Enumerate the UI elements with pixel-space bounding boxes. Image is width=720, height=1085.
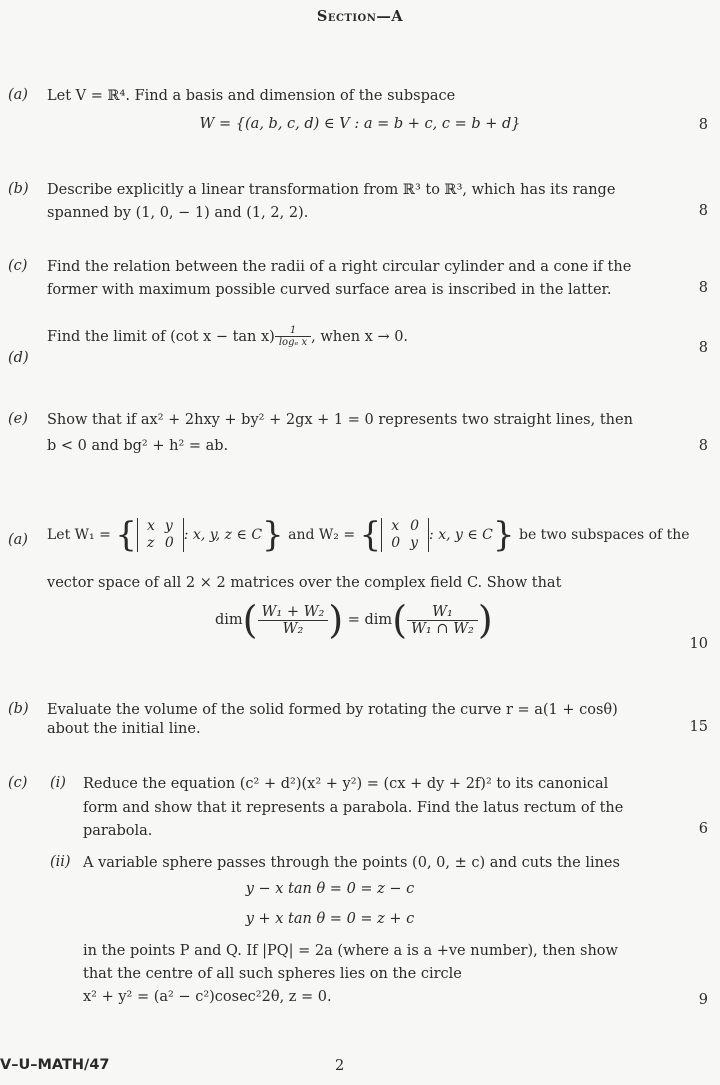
q2cii-line3: that the centre of all such spheres lies on the circle bbox=[83, 966, 462, 982]
right-brace: } bbox=[492, 515, 515, 555]
q1d-label: (d) bbox=[8, 350, 29, 366]
q2b-marks: 15 bbox=[689, 719, 708, 735]
paren: ) bbox=[328, 598, 344, 642]
q1e-marks: 8 bbox=[698, 438, 708, 454]
m1-cell: 0 bbox=[164, 535, 174, 551]
q2ci-line2: form and show that it represents a parabola. Find the latus rectum of the bbox=[83, 800, 624, 816]
frac-1-den: W₂ bbox=[282, 620, 304, 637]
q2a-label: (a) bbox=[8, 532, 28, 548]
q2a-cond2: : x, y ∈ C bbox=[429, 527, 493, 543]
m2-cell: y bbox=[410, 535, 419, 551]
q1c-line2: former with maximum possible curved surface area is inscribed in the latter. bbox=[47, 282, 612, 298]
q2ci-line1: Reduce the equation (c² + d²)(x² + y²) = (cx + dy + 2f)² to its canonical bbox=[83, 776, 609, 792]
m1-cell: z bbox=[146, 535, 155, 551]
q2a-marks: 10 bbox=[689, 636, 708, 652]
footer-code: V–U–MATH/47 bbox=[0, 1057, 110, 1073]
q1c-label: (c) bbox=[8, 258, 28, 274]
page-number: 2 bbox=[335, 1058, 345, 1074]
q2cii-eq2: y + x tan θ = 0 = z + c bbox=[245, 911, 415, 927]
m2-cell: 0 bbox=[391, 535, 401, 551]
m1-cell: y bbox=[164, 518, 173, 534]
equals-sign: = bbox=[347, 612, 360, 628]
q2a-dim-equation bbox=[215, 598, 493, 642]
q1c-marks: 8 bbox=[698, 280, 708, 296]
q2cii-line4: x² + y² = (a² − c²)cosec²2θ, z = 0. bbox=[83, 989, 332, 1005]
q2a-cond1: : x, y, z ∈ C bbox=[183, 527, 263, 543]
m2-cell: 0 bbox=[410, 518, 420, 534]
frac-2-num: W₁ bbox=[407, 604, 478, 621]
m1-cell: x bbox=[146, 518, 155, 534]
frac-2 bbox=[407, 604, 478, 637]
q1d-exponent bbox=[275, 325, 311, 348]
q2ci-label: (i) bbox=[50, 775, 66, 791]
m2-cell: x bbox=[391, 518, 400, 534]
q2cii-label: (ii) bbox=[50, 854, 71, 870]
q1d-exp-den: logₑ x bbox=[278, 337, 308, 348]
left-brace: { bbox=[359, 515, 382, 555]
q1e-label: (e) bbox=[8, 411, 28, 427]
q1d-text bbox=[47, 325, 408, 348]
q1b-line2: spanned by (1, 0, − 1) and (1, 2, 2). bbox=[47, 205, 309, 221]
q2a-tail: be two subspaces of the bbox=[518, 527, 690, 543]
paren: ) bbox=[477, 598, 493, 642]
q2a-and: and W₂ = bbox=[288, 527, 356, 543]
q2cii-marks: 9 bbox=[698, 992, 708, 1008]
q2a-let: Let W₁ = bbox=[47, 527, 111, 543]
q2a-line1 bbox=[47, 515, 690, 555]
frac-1-num: W₁ + W₂ bbox=[258, 604, 329, 621]
q1d-prefix: Find the limit of (cot x − tan x) bbox=[47, 329, 275, 345]
q2a-line2: vector space of all 2 × 2 matrices over the complex field C. Show that bbox=[47, 575, 562, 591]
matrix-w2 bbox=[381, 518, 429, 552]
paren: ( bbox=[392, 598, 408, 642]
q2ci-line3: parabola. bbox=[83, 823, 153, 839]
q2b-line1: Evaluate the volume of the solid formed by rotating the curve r = a(1 + cosθ) bbox=[47, 702, 618, 718]
dim-label: dim bbox=[215, 612, 243, 628]
q2ci-marks: 6 bbox=[698, 821, 708, 837]
dim-label: dim bbox=[364, 612, 393, 628]
q1e-line2: b < 0 and bg² + h² = ab. bbox=[47, 438, 229, 454]
right-brace: } bbox=[262, 515, 284, 555]
q2cii-eq1: y − x tan θ = 0 = z − c bbox=[245, 881, 415, 897]
section-heading: Section—A bbox=[316, 8, 404, 25]
q2c-label: (c) bbox=[8, 775, 28, 791]
q2b-line2: about the initial line. bbox=[47, 721, 201, 737]
q2cii-line1: A variable sphere passes through the points (0, 0, ± c) and cuts the lines bbox=[83, 855, 620, 871]
matrix-w1 bbox=[137, 518, 184, 552]
paren: ( bbox=[242, 598, 258, 642]
q1a-label: (a) bbox=[8, 87, 28, 103]
q1b-line1: Describe explicitly a linear transformation from ℝ³ to ℝ³, which has its range bbox=[47, 182, 616, 198]
q1e-line1: Show that if ax² + 2hxy + by² + 2gx + 1 = 0 represents two straight lines, then bbox=[47, 412, 633, 428]
q1c-line1: Find the relation between the radii of a right circular cylinder and a cone if the bbox=[47, 259, 632, 275]
q2cii-line2: in the points P and Q. If |PQ| = 2a (where a is a +ve number), then show bbox=[83, 943, 618, 959]
q1d-suffix: , when x → 0. bbox=[311, 329, 409, 345]
q1b-marks: 8 bbox=[698, 203, 708, 219]
frac-1 bbox=[258, 604, 329, 637]
left-brace: { bbox=[115, 515, 137, 555]
q1b-label: (b) bbox=[8, 181, 29, 197]
q2b-label: (b) bbox=[8, 701, 29, 717]
q1d-exp-num: 1 bbox=[275, 325, 311, 337]
q1a-marks: 8 bbox=[698, 117, 708, 133]
q1d-marks: 8 bbox=[698, 340, 708, 356]
q1a-equation: W = {(a, b, c, d) ∈ V : a = b + c, c = b + d} bbox=[199, 116, 521, 132]
q1a-text: Let V = ℝ⁴. Find a basis and dimension of the subspace bbox=[47, 88, 456, 104]
frac-2-den: W₁ ∩ W₂ bbox=[411, 620, 474, 637]
